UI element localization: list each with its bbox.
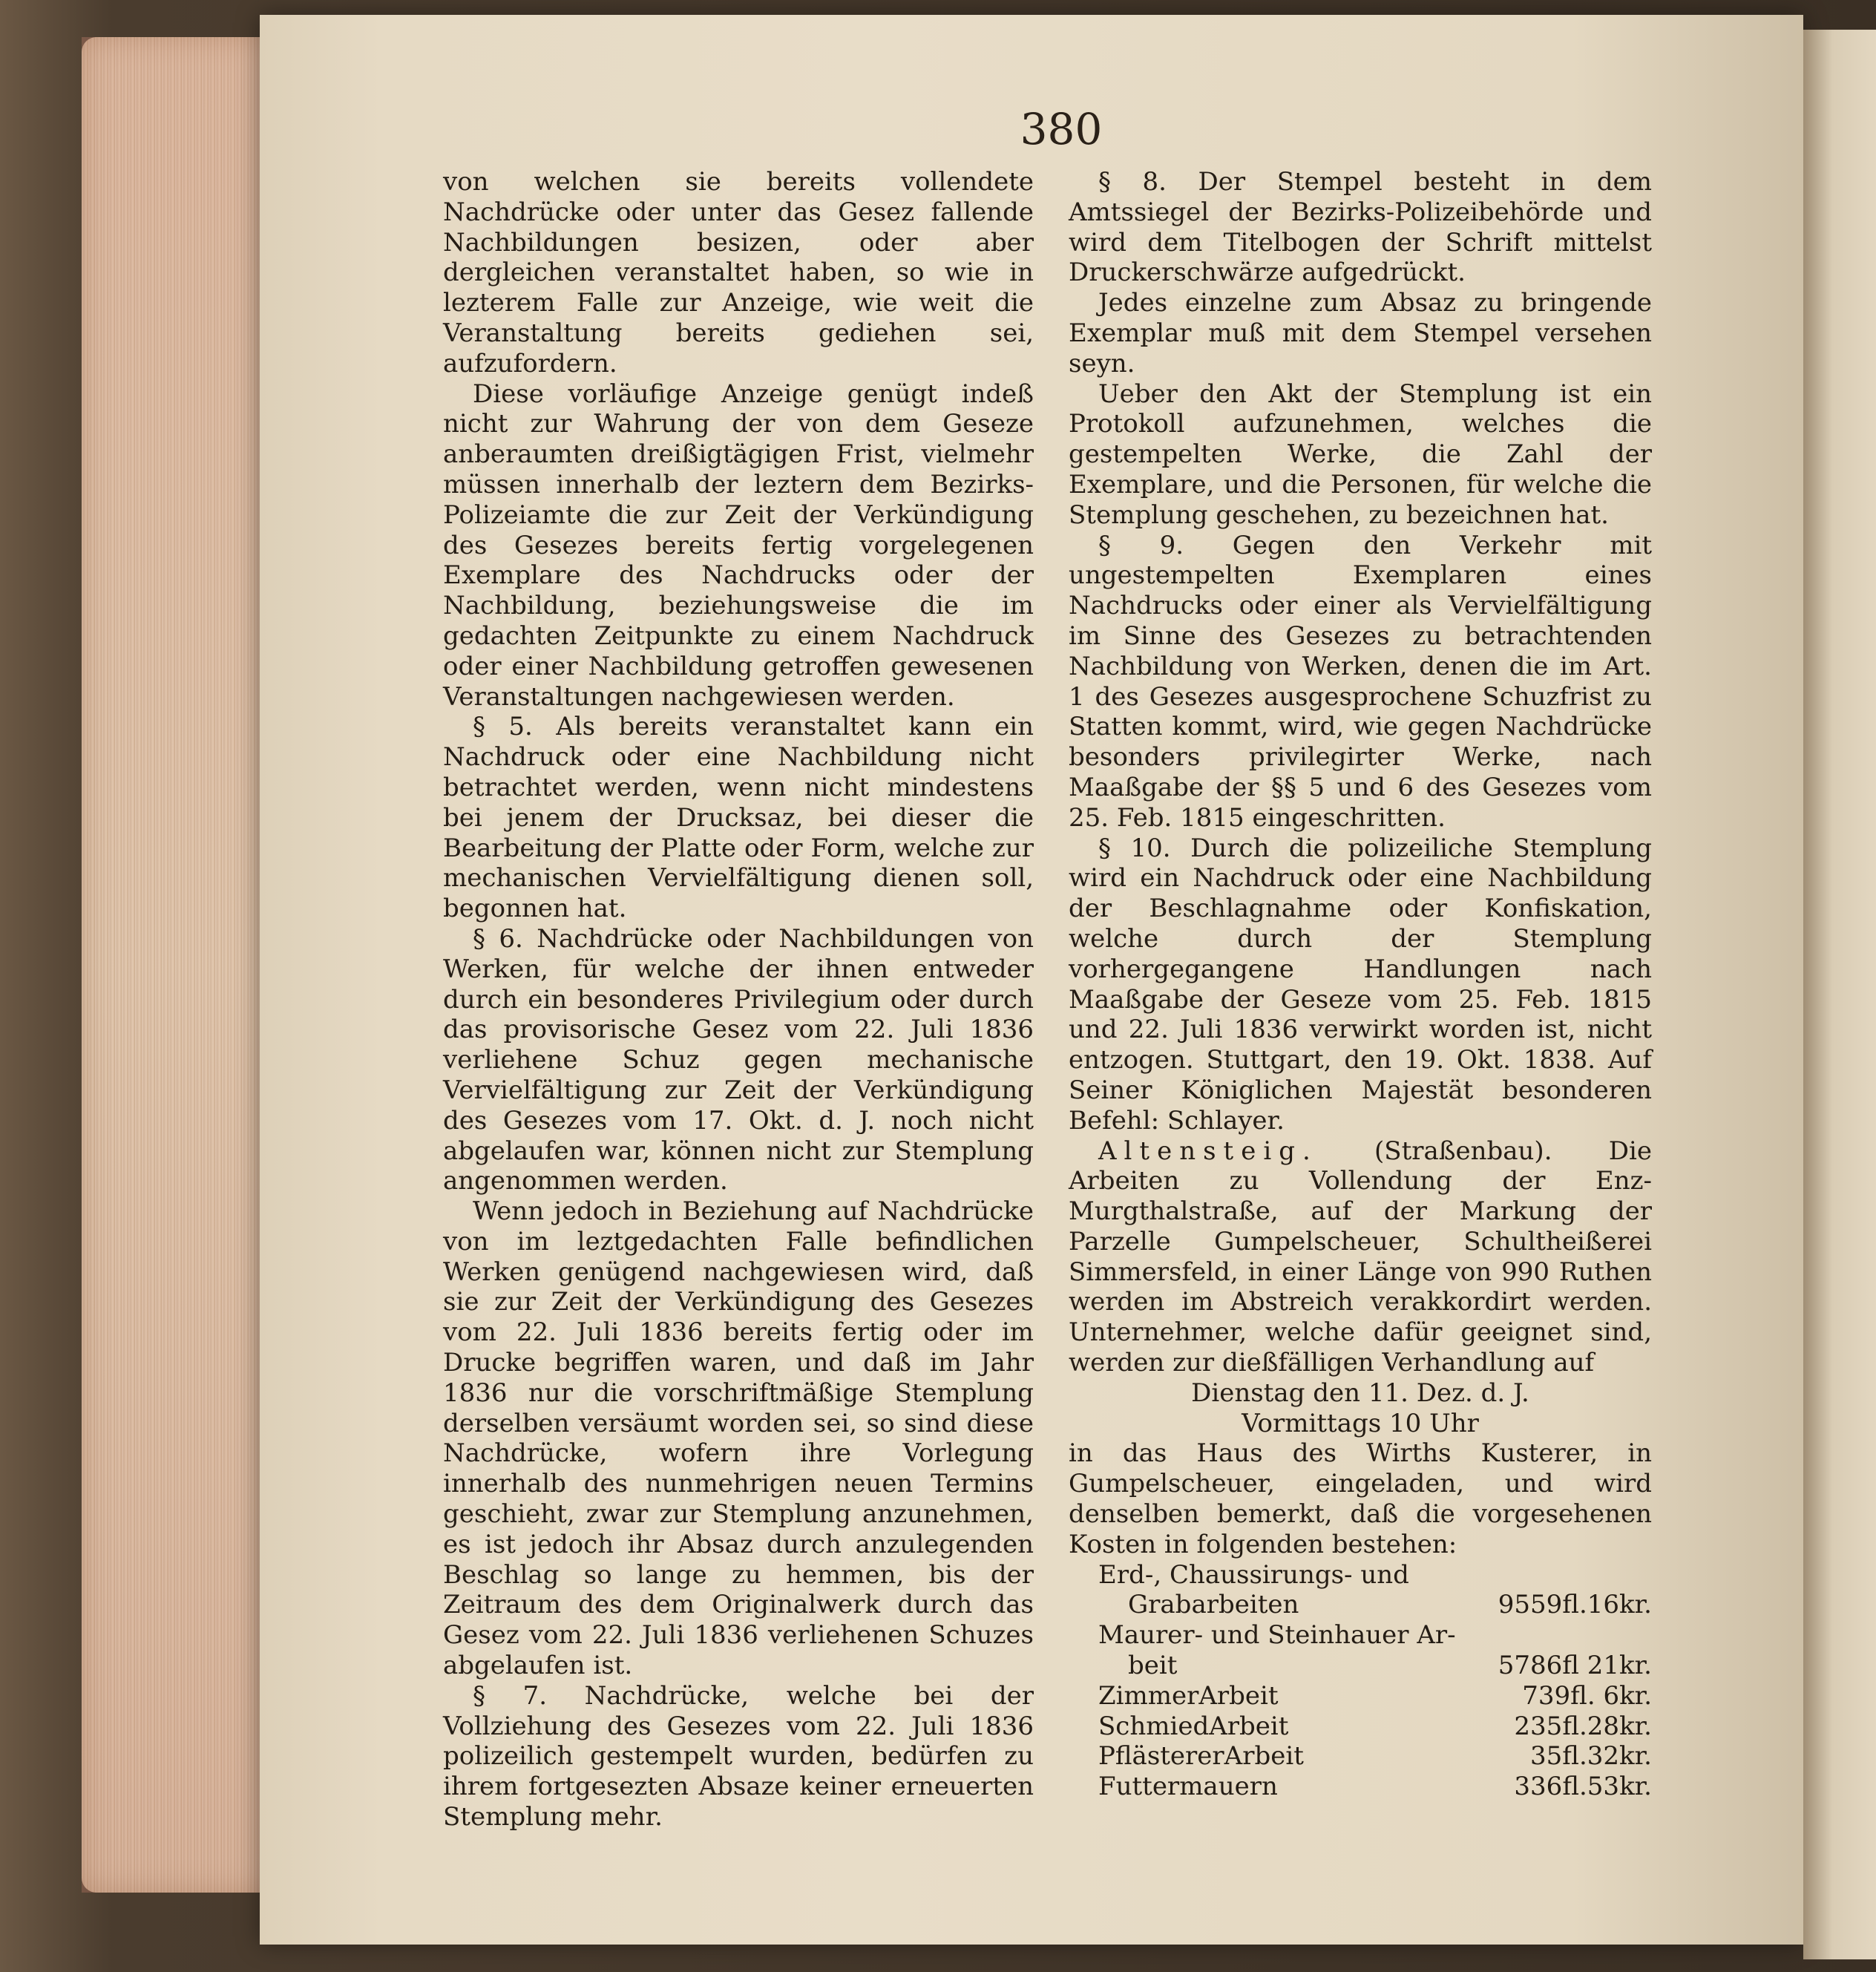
page-edges xyxy=(82,37,267,1893)
cost-label: PflästererArbeit xyxy=(1098,1741,1304,1772)
notice-place: Altensteig. xyxy=(1098,1136,1318,1166)
cost-label: Grabarbeiten xyxy=(1128,1590,1299,1620)
cost-label: Maurer- und Steinhauer Ar- xyxy=(1098,1620,1456,1651)
left-column xyxy=(443,167,1034,1832)
cost-row xyxy=(1069,1590,1652,1620)
cost-amount: 235fl.28kr. xyxy=(1514,1711,1652,1741)
paragraph: Jedes einzelne zum Absaz zu bringende Exemplar muß mit dem Stempel versehen seyn. xyxy=(1069,288,1652,379)
paragraph: § 10. Durch die polizeiliche Stemplung wird ein Nachdruck oder eine Nachbildung der Beschlagnahme oder Konfiskation, welche durch der Stemplung vorhergegangene Handlungen nach Maaßgabe der Geseze vom 25. Feb. 1815 und 22. Juli 1836 verwirkt worden ist, nicht entzogen. Stuttgart, den 19. Okt. 1838. Auf Seiner Königlichen Majestät besonderen Befehl: Schlayer. xyxy=(1069,833,1652,1136)
right-column xyxy=(1069,167,1652,1802)
cost-row xyxy=(1069,1681,1652,1711)
cost-amount: 739fl. 6kr. xyxy=(1522,1680,1652,1711)
cost-list xyxy=(1069,1560,1652,1802)
cost-row xyxy=(1069,1560,1652,1591)
cost-row xyxy=(1069,1651,1652,1681)
cost-amount: 5786fl 21kr. xyxy=(1498,1651,1652,1681)
cost-amount: 336fl.53kr. xyxy=(1514,1772,1652,1802)
cost-label: Erd-, Chaussirungs- und xyxy=(1098,1559,1409,1590)
paragraph: § 9. Gegen den Verkehr mit ungestempelten Exemplaren eines Nachdrucks oder einer als Vervielfältigung im Sinne des Gesezes zu betrachtenden Nachbildung von Werken, denen die im Art. 1 des Gesezes ausgesprochene Schuzfrist zu Statten kommt, wird, wie gegen Nachdrücke besonders privilegirter Werke, nach Maaßgabe der §§ 5 und 6 des Gesezes vom 25. Feb. 1815 eingeschritten. xyxy=(1069,530,1652,833)
cost-label: SchmiedArbeit xyxy=(1098,1711,1289,1741)
paragraph: Wenn jedoch in Beziehung auf Nachdrücke von im leztgedachten Falle befindlichen Werken genügend nachgewiesen wird, daß sie zur Zeit der Verkündigung des Gesezes vom 22. Juli 1836 bereits fertig oder im Drucke begriffen waren, und daß im Jahr 1836 nur die vorschriftmäßige Stemplung derselben versäumt worden sei, so sind diese Nachdrücke, wofern ihre Vorlegung innerhalb des nunmehrigen neuen Termins geschieht, zwar zur Stemplung anzunehmen, es ist jedoch ihr Absaz durch anzulegenden Beschlag so lange zu hemmen, bis der Zeitraum des dem Originalwerk durch das Gesez vom 22. Juli 1836 verliehenen Schuzes abgelaufen ist. xyxy=(443,1196,1034,1681)
cost-label: ZimmerArbeit xyxy=(1098,1680,1279,1711)
paragraph: § 5. Als bereits veranstaltet kann ein Nachdruck oder eine Nachbildung nicht betrachtet werden, wenn nicht mindestens bei jenem der Drucksaz, bei dieser die Bearbeitung der Platte oder Form, welche zur mechanischen Vervielfältigung dienen soll, begonnen hat. xyxy=(443,712,1034,924)
notice-text: (Straßenbau). Die Arbeiten zu Vollendung der Enz-Murgthalstraße, auf der Markung der Parzelle Gumpelscheuer, Schultheißerei Simmersfeld, in einer Länge von 990 Ruthen werden im Abstreich verakkordirt werden. Unternehmer, welche dafür geeignet sind, werden zur dießfälligen Verhandlung auf xyxy=(1069,1136,1652,1378)
cost-label: Futtermauern xyxy=(1098,1772,1278,1802)
cost-amount: 9559fl.16kr. xyxy=(1498,1590,1652,1620)
paragraph: § 7. Nachdrücke, welche bei der Vollziehung des Gesezes vom 22. Juli 1836 polizeilich gestempelt wurden, bedürfen zu ihrem fortgesezten Absaze keiner erneuerten Stemplung mehr. xyxy=(443,1680,1034,1832)
notice-after-text: in das Haus des Wirths Kusterer, in Gumpelscheuer, eingeladen, und wird denselben bemerkt, daß die vorgesehenen Kosten in folgenden bestehen: xyxy=(1069,1438,1652,1559)
cost-amount: 35fl.32kr. xyxy=(1530,1741,1652,1772)
notice-date: Dienstag den 11. Dez. d. J. xyxy=(1191,1378,1529,1408)
paragraph: Ueber den Akt der Stemplung ist ein Protokoll aufzunehmen, welches die gestempelten Werke, die Zahl der Exemplare, und die Personen, für welche die Stemplung geschehen, zu bezeichnen hat. xyxy=(1069,379,1652,530)
notice-paragraph xyxy=(1069,1136,1652,1378)
cost-row xyxy=(1069,1711,1652,1742)
notice-time: Vormittags 10 Uhr xyxy=(1242,1408,1479,1438)
cost-row xyxy=(1069,1741,1652,1772)
paragraph: von welchen sie bereits vollendete Nachdrücke oder unter das Gesez fallende Nachbildungen besizen, oder aber dergleichen veranstaltet haben, so wie in lezterem Falle zur Anzeige, wie weit die Veranstaltung bereits gediehen sei, aufzufordern. xyxy=(443,167,1034,379)
cost-label: beit xyxy=(1128,1651,1178,1681)
paragraph: § 6. Nachdrücke oder Nachbildungen von Werken, für welche der ihnen entweder durch ein besonderes Privilegium oder durch das provisorische Gesez vom 22. Juli 1836 verliehene Schuz gegen mechanische Vervielfältigung zur Zeit der Verkündigung des Gesezes vom 17. Okt. d. J. noch nicht abgelaufen war, können nicht zur Stemplung angenommen werden. xyxy=(443,923,1034,1196)
paragraph: § 8. Der Stempel besteht in dem Amtssiegel der Bezirks-Polizeibehörde und wird dem Titelbogen der Schrift mittelst Druckerschwärze aufgedrückt. xyxy=(1069,167,1652,288)
facing-page-edge xyxy=(1803,30,1876,1959)
paragraph: Diese vorläufige Anzeige genügt indeß nicht zur Wahrung der von dem Geseze anberaumten dreißigtägigen Frist, vielmehr müssen innerhalb der leztern dem Bezirks-Polizeiamte die zur Zeit der Verkündigung des Gesezes bereits fertig vorgelegenen Exemplare des Nachdrucks oder der Nachbildung, beziehungsweise die im gedachten Zeitpunkte zu einem Nachdruck oder einer Nachbildung getroffen gewesenen Veranstaltungen nachgewiesen werden. xyxy=(443,379,1034,712)
page-number: 380 xyxy=(1020,104,1103,154)
cost-row xyxy=(1069,1620,1652,1651)
cost-row xyxy=(1069,1772,1652,1802)
